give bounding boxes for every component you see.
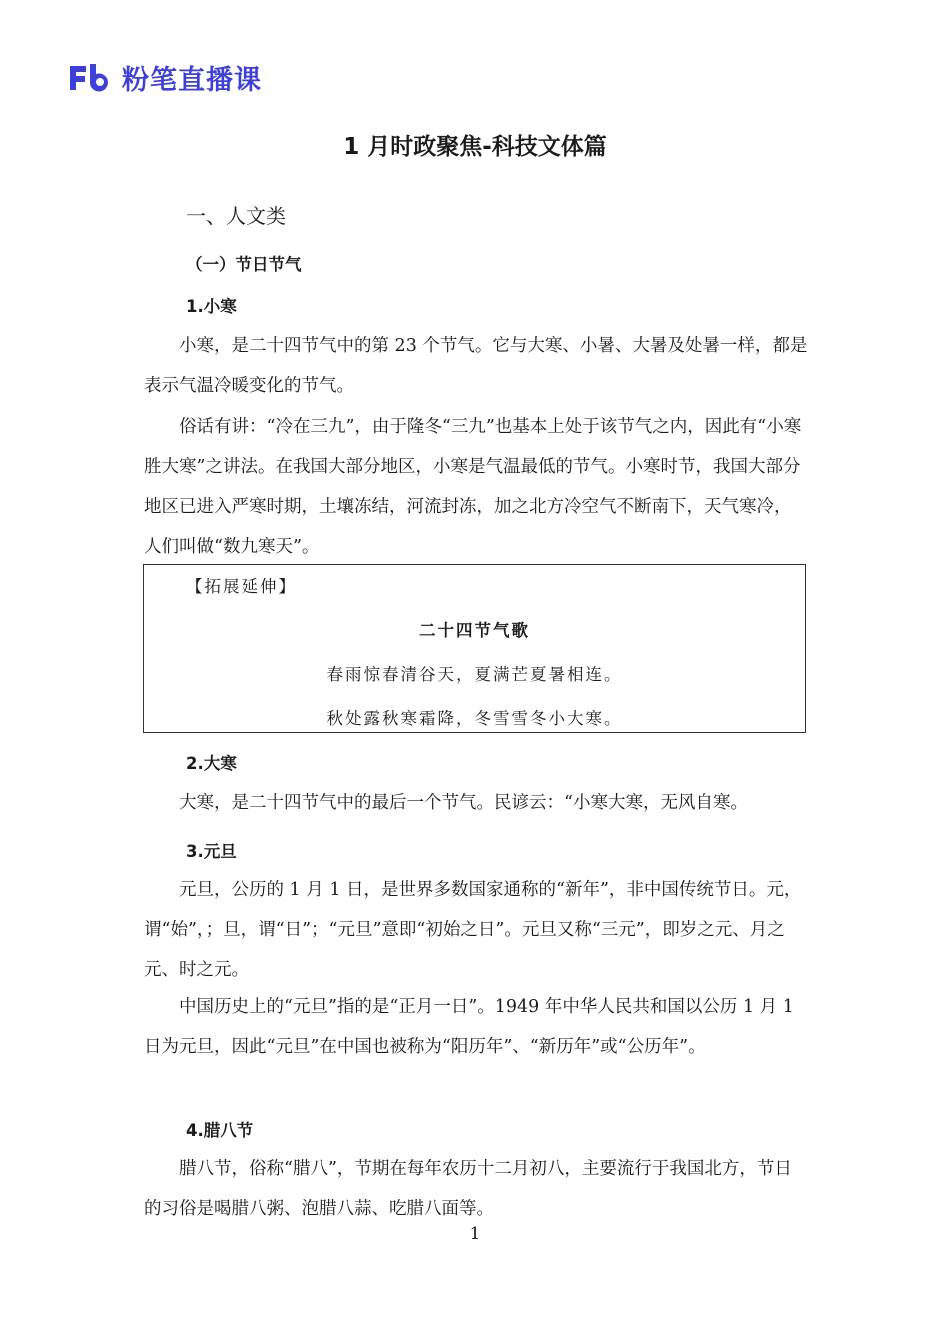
item-heading-xiaohan: 1.小寒 — [186, 297, 237, 316]
brand-logo — [68, 58, 262, 97]
item-heading-yuandan: 3.元旦 — [186, 842, 237, 861]
paragraph-laba — [144, 1149, 808, 1229]
extension-box — [143, 564, 806, 733]
section-heading: 一、人文类 — [186, 204, 286, 228]
paragraph-text: 大寒，是二十四节气中的最后一个节气。民谚云：“小寒大寒，无风自寒。 — [179, 793, 748, 813]
poem-line-2: 秋处露秋寒霜降，冬雪雪冬小大寒。 — [326, 709, 623, 728]
paragraph-xiaohan-1 — [144, 326, 808, 406]
brand-name: 粉笔直播课 — [122, 65, 262, 96]
page-title: 1 月时政聚焦-科技文体篇 — [343, 134, 607, 160]
poem-line-1: 春雨惊春清谷天，夏满芒夏暑相连。 — [326, 665, 623, 684]
extension-title: 二十四节气歌 — [419, 621, 530, 640]
page-number: 1 — [469, 1224, 481, 1244]
paragraph-text: 中国历史上的“元旦”指的是“正月一日”。1949 年中华人民共和国以公历 1 月 1 日为元旦，因此“元旦”在中国也被称为“阳历年”、“新历年”或“公历年”。 — [144, 997, 794, 1057]
paragraph-text: 俗话有讲：“冷在三九”，由于隆冬“三九”也基本上处于该节气之内，因此有“小寒胜大寒”之讲法。在我国大部分地区，小寒是气温最低的节气。小寒时节，我国大部分地区已进入严寒时期，土壤冻结，河流封冻，加之北方冷空气不断南下，天气寒冷，人们叫做“数九寒天”。 — [144, 417, 802, 557]
paragraph-text: 小寒，是二十四节气中的第 23 个节气。它与大寒、小暑、大暑及处暑一样，都是表示气温冷暖变化的节气。 — [144, 336, 808, 396]
paragraph-yuandan-2 — [144, 987, 808, 1067]
paragraph-text: 元旦，公历的 1 月 1 日，是世界多数国家通称的“新年”，非中国传统节日。元，谓“始”，；旦，谓“日”；“元旦”意即“初始之日”。元旦又称“三元”，即岁之元、月之元、时之元。 — [144, 880, 802, 980]
paragraph-xiaohan-2 — [144, 407, 808, 567]
paragraph-text: 腊八节，俗称“腊八”，节期在每年农历十二月初八，主要流行于我国北方，节日的习俗是喝腊八粥、泡腊八蒜、吃腊八面等。 — [144, 1159, 792, 1219]
paragraph-dahan — [144, 783, 808, 823]
item-heading-laba: 4.腊八节 — [186, 1121, 254, 1140]
fb-logo-icon — [68, 62, 118, 94]
subsection-heading: （一）节日节气 — [186, 255, 302, 274]
item-heading-dahan: 2.大寒 — [186, 754, 237, 773]
extension-label: 【拓展延伸】 — [186, 577, 297, 596]
paragraph-yuandan-1 — [144, 870, 808, 990]
